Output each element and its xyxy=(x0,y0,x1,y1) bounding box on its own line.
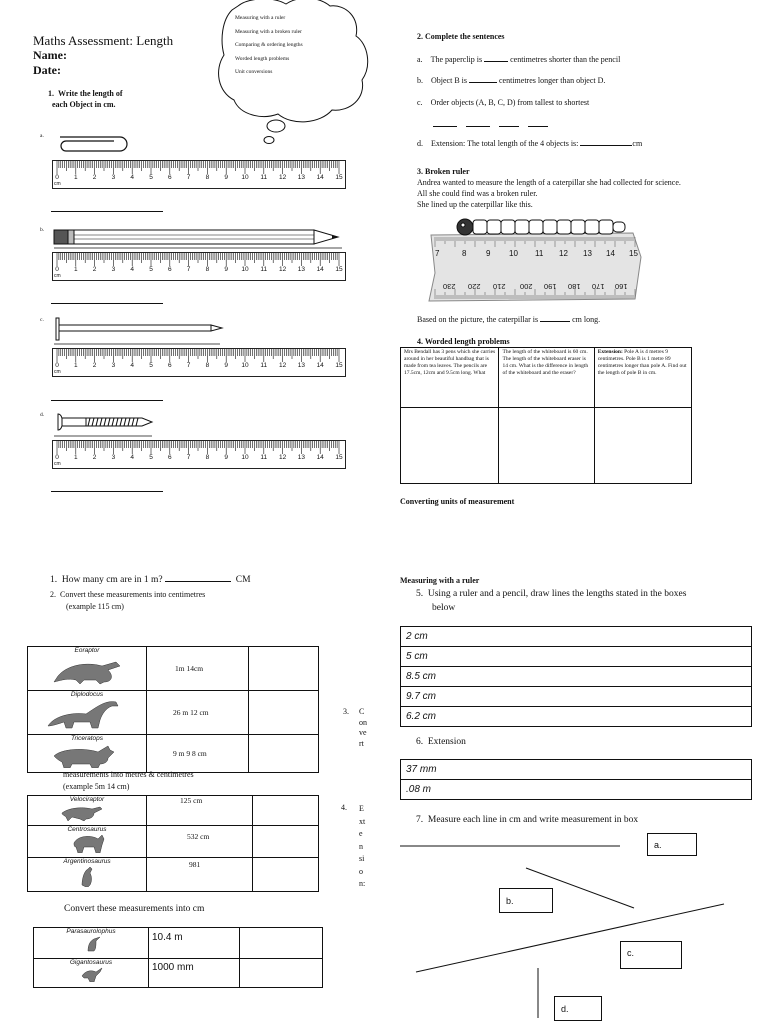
dino-cell xyxy=(28,826,147,858)
ruler-number: 4 xyxy=(130,362,134,369)
q3-title: 3. Broken ruler xyxy=(417,167,470,176)
ruler-c xyxy=(52,348,346,377)
ruler-number: 15 xyxy=(335,266,343,273)
dino-name: Diplodocus xyxy=(70,691,104,698)
draw-length-row[interactable]: 8.5 cm xyxy=(401,667,751,687)
ruler-number: 5 xyxy=(149,454,153,461)
dino-answer-cell[interactable] xyxy=(249,735,319,773)
br-mm: 200 xyxy=(520,282,533,291)
answer-cell-1[interactable] xyxy=(401,408,499,484)
br-mm: 210 xyxy=(493,282,506,291)
ruler-number: 2 xyxy=(92,454,97,461)
dino-cell xyxy=(28,647,147,691)
problem-cell-3 xyxy=(594,348,691,408)
centrosaurus-icon xyxy=(28,833,146,853)
side-text: xt xyxy=(359,816,366,826)
convert-q3-num: 3. xyxy=(343,707,349,716)
br-num: 10 xyxy=(509,249,518,258)
ruler-number: 9 xyxy=(224,454,228,461)
ruler-a xyxy=(52,160,346,189)
cloud-topic: Measuring with a ruler xyxy=(235,15,286,21)
q4-title: 4. Worded length problems xyxy=(417,337,510,346)
q1-instruction-2: each Object in cm. xyxy=(52,100,116,109)
draw-length-row[interactable]: 6.2 cm xyxy=(406,711,437,722)
extension-length-boxes xyxy=(400,759,752,800)
q6-text: Extension xyxy=(427,737,466,747)
q2-c-text: Order objects (A, B, C, D) from tallest to shortest xyxy=(430,98,590,107)
side-text: C xyxy=(359,707,365,716)
dino-name: Triceratops xyxy=(70,735,104,742)
dino-name: Eoraptor xyxy=(74,647,100,654)
dino-answer-cell[interactable] xyxy=(252,796,318,826)
q6-num: 6. xyxy=(416,737,424,747)
q5-instruction-2: below xyxy=(432,603,456,613)
ruler-number: 7 xyxy=(186,454,191,461)
problem-cell-3-text: Pole A is 4 metres 9 centimetres. Pole B is 1 metre 89 centimetres longer than pole A. Find out the length of pole B in cm. xyxy=(597,349,687,376)
dino-table-2 xyxy=(27,795,319,892)
ruler-number: 14 xyxy=(316,362,324,369)
ruler-number: 9 xyxy=(224,266,228,273)
q2-b-blank[interactable] xyxy=(469,82,497,83)
ruler-number: 6 xyxy=(167,454,172,461)
dino-cell xyxy=(34,959,149,988)
ruler-number: 2 xyxy=(92,174,97,181)
q5-instruction xyxy=(416,589,686,599)
ruler-number: 11 xyxy=(260,362,268,369)
ruler-number: 1 xyxy=(73,266,78,273)
draw-length-row[interactable]: 37 mm xyxy=(401,760,751,780)
ruler-number: 11 xyxy=(260,266,268,273)
ruler-number: 5 xyxy=(149,266,153,273)
dino-value: 981 xyxy=(147,858,253,892)
side-text: o xyxy=(359,866,363,876)
answer-line-c[interactable] xyxy=(51,400,163,401)
dino-cell xyxy=(28,858,147,892)
dino-name: Argentinosaurus xyxy=(63,858,111,865)
q6-label xyxy=(416,737,466,747)
order-blank-3[interactable] xyxy=(499,126,519,127)
convert-q2 xyxy=(50,590,205,600)
ruler-number: 7 xyxy=(186,174,191,181)
q2-c-label: c. xyxy=(417,98,423,107)
object-label-d: d. xyxy=(40,412,45,418)
ruler-unit: cm xyxy=(54,181,61,187)
broken-ruler-top-numbers xyxy=(425,249,647,261)
dino-cell xyxy=(28,735,147,773)
nail-icon xyxy=(52,316,232,346)
br-num: 15 xyxy=(629,249,638,258)
object-label-a: a. xyxy=(40,133,44,139)
ruler-number: 12 xyxy=(278,454,287,461)
side-text: si xyxy=(359,854,365,863)
q3-line1: Andrea wanted to measure the length of a caterpillar she had collected for science. xyxy=(417,178,681,187)
cloud-topic-list xyxy=(235,12,303,80)
q2-b-pre: Object B is xyxy=(431,76,467,85)
dino-value: 1m 14cm xyxy=(147,647,249,691)
object-label-c: c. xyxy=(40,317,44,323)
cloud-topic: Worded length problems xyxy=(235,55,290,62)
q2-d-label: d. xyxy=(417,139,423,148)
ruler-number: 3 xyxy=(111,266,116,273)
ruler-number: 0 xyxy=(55,174,59,181)
ruler-number: 6 xyxy=(167,174,172,181)
gigantosaurus-icon xyxy=(34,966,148,982)
draw-length-row[interactable]: .08 m xyxy=(406,784,432,795)
br-num: 13 xyxy=(583,249,592,258)
ruler-number: 8 xyxy=(205,174,210,181)
velociraptor-icon xyxy=(28,803,146,821)
ruler-number: 7 xyxy=(186,266,191,273)
draw-length-row[interactable]: 9.7 cm xyxy=(401,687,751,707)
dino-name: Centrosaurus xyxy=(67,826,107,833)
order-blank-4[interactable] xyxy=(528,126,548,127)
q3-answer-pre: Based on the picture, the caterpillar is xyxy=(417,315,539,324)
dino-value: 10.4 m xyxy=(149,928,240,959)
pencil-icon xyxy=(52,226,347,250)
ruler-number: 5 xyxy=(149,362,153,369)
draw-length-row[interactable]: 5 cm xyxy=(401,647,751,667)
dino-cell xyxy=(34,928,149,959)
side-text: on xyxy=(359,717,367,727)
worded-problems-table xyxy=(400,347,692,484)
br-mm: 220 xyxy=(468,282,481,291)
q1-text: Write the length of xyxy=(58,89,123,98)
q7-text: Measure each line in cm and write measurement in box xyxy=(427,815,639,825)
side-text: n xyxy=(359,841,363,851)
ruler-number: 15 xyxy=(335,454,343,461)
ruler-number: 9 xyxy=(224,174,228,181)
q2-title: 2. Complete the sentences xyxy=(417,32,505,41)
ruler-number: 6 xyxy=(167,362,172,369)
q2-a-label: a. xyxy=(417,55,423,64)
convert-q1 xyxy=(50,575,251,585)
dino-cell xyxy=(28,691,147,735)
problem-cell-1: Mrs Bendall has 3 pens which she carries around in her beautiful handbag that is made from tea leaves. The pencils are 17.5cm, 12cm and 9.5cm long. What xyxy=(401,348,499,408)
answer-line-b[interactable] xyxy=(51,303,163,304)
br-mm: 170 xyxy=(592,282,605,291)
dino-value: 9 m 9 8 cm xyxy=(147,735,249,773)
q2-sentence-c xyxy=(417,98,589,108)
answer-cell-2[interactable] xyxy=(499,408,594,484)
q2-a-post: centimetres shorter than the pencil xyxy=(510,55,621,64)
ruler-number: 14 xyxy=(316,454,324,461)
q2-sentence-b xyxy=(417,76,605,86)
q7-num: 7. xyxy=(416,815,424,825)
q2-a-blank[interactable] xyxy=(484,61,508,62)
dino-value: 1000 mm xyxy=(149,959,240,988)
answer-box-b[interactable]: b. xyxy=(499,888,553,913)
ruler-number: 0 xyxy=(55,454,59,461)
ruler-number: 8 xyxy=(205,362,210,369)
dino-answer-cell[interactable] xyxy=(240,959,323,988)
convert-q4-num: 4. xyxy=(341,803,347,812)
convert-q1-text: How many cm are in 1 m? xyxy=(61,575,163,585)
dino-answer-cell[interactable] xyxy=(240,928,323,959)
ruler-number: 10 xyxy=(241,266,249,273)
q1-instruction xyxy=(48,89,123,99)
ruler-number: 11 xyxy=(260,174,268,181)
answer-cell-3[interactable] xyxy=(594,408,691,484)
br-num: 12 xyxy=(559,249,568,258)
order-blank-2[interactable] xyxy=(466,126,490,127)
dino-answer-cell[interactable] xyxy=(252,826,318,858)
ruler-number: 3 xyxy=(111,174,116,181)
br-num: 7 xyxy=(435,249,440,258)
ruler-number: 9 xyxy=(224,362,228,369)
br-num: 9 xyxy=(486,249,491,258)
q2-sentence-a xyxy=(417,55,620,65)
cloud-topic: Comparing & ordering lengths xyxy=(235,42,303,49)
ruler-number: 12 xyxy=(278,362,287,369)
dino-answer-cell[interactable] xyxy=(249,647,319,691)
ruler-number: 13 xyxy=(297,362,306,369)
dino-name: Gigantosaurus xyxy=(69,959,113,966)
ruler-number: 13 xyxy=(297,266,306,273)
page-title: Maths Assessment: Length xyxy=(33,33,174,48)
ruler-b xyxy=(52,252,346,281)
converting-heading: Converting units of measurement xyxy=(400,497,515,506)
object-label-b: b. xyxy=(40,227,45,233)
broken-ruler-bottom-numbers xyxy=(425,282,647,294)
side-text: ve xyxy=(359,728,367,737)
side-text: e xyxy=(359,829,363,838)
ruler-number: 12 xyxy=(278,174,287,181)
convert-q2-example: (example 115 cm) xyxy=(66,602,124,611)
argentinosaurus-icon xyxy=(28,865,146,887)
extension-label: Extension: xyxy=(597,349,623,355)
ruler-unit: cm xyxy=(54,461,61,467)
paperclip-icon xyxy=(54,133,134,155)
q2-sentence-d xyxy=(417,139,642,149)
ruler-number: 6 xyxy=(167,266,172,273)
ruler-number: 1 xyxy=(73,174,78,181)
dino-name: Velociraptor xyxy=(69,796,105,803)
q5-line1: Using a ruler and a pencil, draw lines the lengths stated in the boxes xyxy=(427,589,687,599)
answer-box-d[interactable]: d. xyxy=(554,996,602,1021)
date-label: Date: xyxy=(33,63,61,77)
q2-a-pre: The paperclip is xyxy=(430,55,483,64)
answer-box-a[interactable]: a. xyxy=(647,833,697,856)
ruler-number: 13 xyxy=(297,174,306,181)
convert-q2-text: Convert these measurements into centimetres xyxy=(60,590,206,599)
q1-number: 1. xyxy=(48,89,54,98)
ruler-unit: cm xyxy=(54,273,61,279)
ruler-number: 10 xyxy=(241,362,249,369)
parasaurolophus-icon xyxy=(34,935,148,953)
ruler-number: 10 xyxy=(241,174,249,181)
convert-q1-num: 1. xyxy=(50,575,58,585)
convert-q1-blank[interactable] xyxy=(165,581,231,582)
cloud-topic: Unit conversions xyxy=(235,69,273,76)
br-mm: 190 xyxy=(544,282,557,291)
ruler-number: 10 xyxy=(241,454,249,461)
br-num: 8 xyxy=(462,249,467,258)
br-mm: 180 xyxy=(568,282,581,291)
q3-line2: All she could find was a broken ruler. xyxy=(417,189,538,198)
answer-line-d[interactable] xyxy=(51,491,163,492)
convert-q4-text: Convert these measurements into cm xyxy=(64,904,205,914)
ruler-number: 11 xyxy=(260,454,268,461)
ruler-number: 4 xyxy=(130,454,134,461)
dino-table-3 xyxy=(33,927,323,988)
ruler-number: 3 xyxy=(111,362,116,369)
q3-answer-post: cm long. xyxy=(572,315,601,324)
ruler-number: 4 xyxy=(130,174,134,181)
q2-d-unit: cm xyxy=(632,139,643,148)
q7-instruction xyxy=(416,815,638,825)
side-text: n: xyxy=(359,879,366,888)
br-num: 14 xyxy=(606,249,615,258)
q3-answer-blank[interactable] xyxy=(540,321,570,322)
dino-name: Parasaurolophus xyxy=(66,928,116,935)
q2-b-post: centimetres longer than object D. xyxy=(499,76,606,85)
convert-q4-side xyxy=(359,803,369,891)
br-mm: 230 xyxy=(443,282,456,291)
side-text: E xyxy=(359,804,364,813)
dino-answer-cell[interactable] xyxy=(249,691,319,735)
measure-lines-diagram xyxy=(400,830,740,1020)
dino-answer-cell[interactable] xyxy=(252,858,318,892)
ruler-number: 12 xyxy=(278,266,287,273)
br-num: 11 xyxy=(535,249,544,258)
ruler-number: 1 xyxy=(73,362,78,369)
name-label: Name: xyxy=(33,48,67,62)
problem-cell-2: The length of the whiteboard is 60 cm. The length of the whiteboard eraser is 14 cm. What is the difference in length of the whiteboard and the eraser? xyxy=(499,348,594,408)
ruler-number: 14 xyxy=(316,266,324,273)
side-text: rt xyxy=(359,738,364,748)
dino-cell xyxy=(28,796,147,826)
q2-b-label: b. xyxy=(417,76,423,85)
dino-value: 532 cm xyxy=(147,826,253,858)
convert-q3-example: (example 5m 14 cm) xyxy=(63,782,130,791)
ruler-number: 15 xyxy=(335,174,343,181)
draw-length-row[interactable]: 2 cm xyxy=(401,627,751,647)
ruler-section-heading: Measuring with a ruler xyxy=(400,576,480,585)
ruler-number: 1 xyxy=(73,454,78,461)
ruler-number: 0 xyxy=(55,362,59,369)
answer-line-a[interactable] xyxy=(51,211,163,212)
ruler-number: 5 xyxy=(149,174,153,181)
ruler-unit: cm xyxy=(54,369,61,375)
diplodocus-icon xyxy=(28,698,146,730)
draw-length-boxes xyxy=(400,626,752,727)
ruler-number: 2 xyxy=(92,266,97,273)
br-mm: 160 xyxy=(615,282,628,291)
dino-value: 125 cm xyxy=(147,796,253,826)
screw-icon xyxy=(52,410,162,440)
q3-line3: She lined up the caterpillar like this. xyxy=(417,200,533,209)
answer-box-c[interactable]: c. xyxy=(620,941,682,969)
ruler-number: 7 xyxy=(186,362,191,369)
dino-table-1 xyxy=(27,646,319,773)
convert-q3-side xyxy=(359,707,369,749)
q2-d-blank[interactable] xyxy=(580,145,632,146)
ruler-number: 14 xyxy=(316,174,324,181)
ruler-number: 2 xyxy=(92,362,97,369)
ruler-number: 0 xyxy=(55,266,59,273)
ruler-number: 4 xyxy=(130,266,134,273)
ruler-number: 8 xyxy=(205,266,210,273)
ruler-d xyxy=(52,440,346,469)
convert-q3-text: measurements into metres & centimetres xyxy=(63,770,194,779)
q3-answer xyxy=(417,315,600,325)
ruler-number: 15 xyxy=(335,362,343,369)
eoraptor-icon xyxy=(28,654,146,686)
triceratops-icon xyxy=(28,742,146,768)
dino-value: 26 m 12 cm xyxy=(147,691,249,735)
cloud-topic: Measuring with a broken ruler xyxy=(235,28,302,35)
q5-num: 5. xyxy=(416,589,424,599)
ruler-number: 3 xyxy=(111,454,116,461)
ruler-number: 13 xyxy=(297,454,306,461)
convert-q2-num: 2. xyxy=(50,590,56,599)
order-blank-1[interactable] xyxy=(433,126,457,127)
q2-d-text: Extension: The total length of the 4 objects is: xyxy=(431,139,579,148)
ruler-number: 8 xyxy=(205,454,210,461)
convert-q1-unit: CM xyxy=(235,575,251,585)
